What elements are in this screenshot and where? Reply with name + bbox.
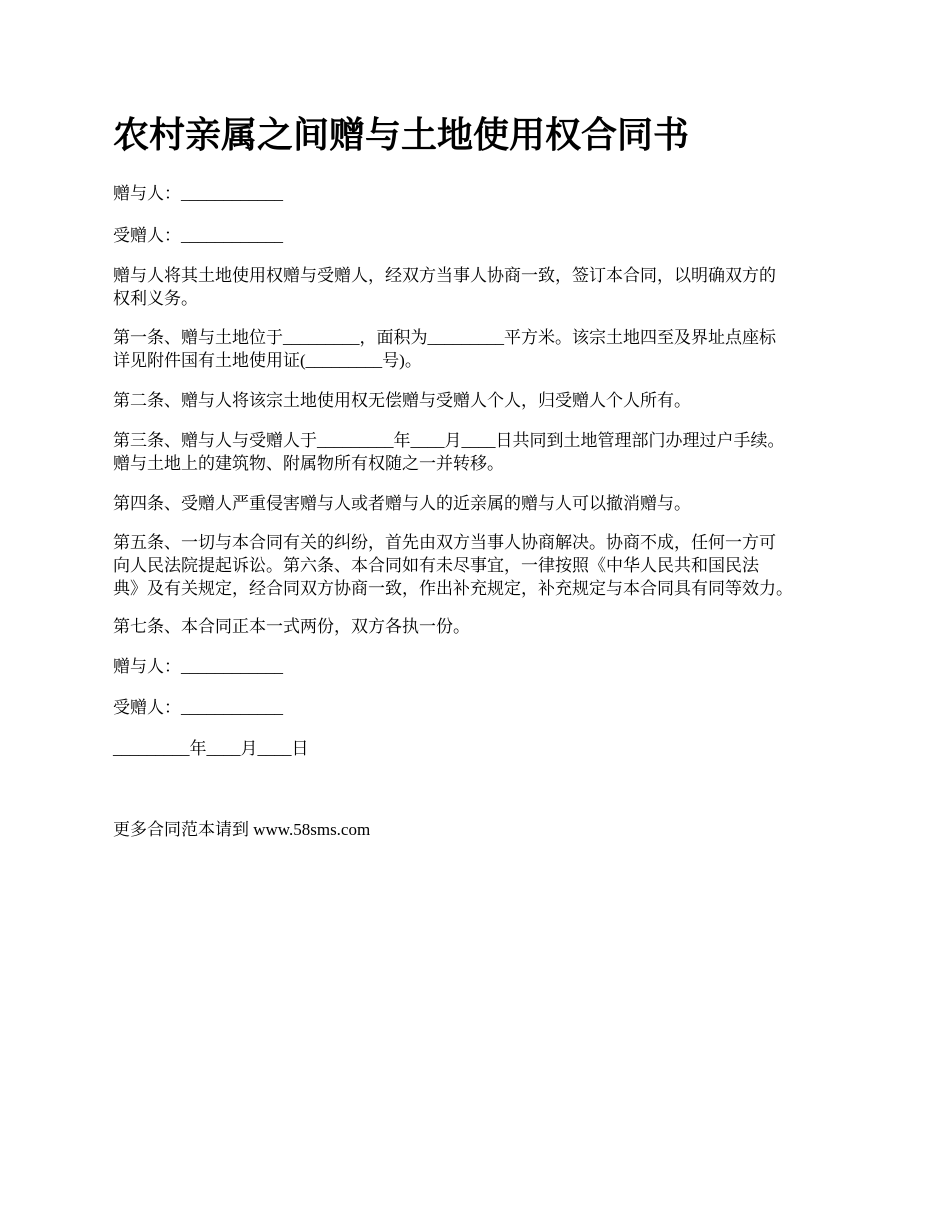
- date-line: _________年____月____日: [113, 739, 309, 758]
- article-5-6-paragraph: 第五条、一切与本合同有关的纠纷，首先由双方当事人协商解决。协商不成，任何一方可 向人民法院提起诉讼。第六条、本合同如有未尽事宜，一律按照《中华人民共和国民法 典》及有关规定，经合同双方协商一致，作出补充规定，补充规定与本合同具有同等效力。: [113, 533, 793, 598]
- footer-source-line: 更多合同范本请到 www.58sms.com: [113, 820, 371, 839]
- donee-line: 受赠人：____________: [113, 226, 283, 245]
- donee-signature-line: 受赠人：____________: [113, 698, 283, 717]
- article-3-paragraph: 第三条、赠与人与受赠人于_________年____月____日共同到土地管理部门办理过户手续。 赠与土地上的建筑物、附属物所有权随之一并转移。: [113, 431, 785, 473]
- donor-signature-line: 赠与人：____________: [113, 657, 283, 676]
- article-7-paragraph: 第七条、本合同正本一式两份，双方各执一份。: [113, 617, 470, 636]
- article-1-paragraph: 第一条、赠与土地位于_________，面积为_________平方米。该宗土地四至及界址点座标 详见附件国有土地使用证(_________号)。: [113, 328, 776, 370]
- document-title: 农村亲属之间赠与土地使用权合同书: [113, 115, 690, 156]
- article-4-paragraph: 第四条、受赠人严重侵害赠与人或者赠与人的近亲属的赠与人可以撤消赠与。: [113, 494, 691, 513]
- preamble-paragraph: 赠与人将其土地使用权赠与受赠人，经双方当事人协商一致，签订本合同，以明确双方的 权利义务。: [113, 266, 776, 308]
- article-2-paragraph: 第二条、赠与人将该宗土地使用权无偿赠与受赠人个人，归受赠人个人所有。: [113, 391, 691, 410]
- donor-line: 赠与人：____________: [113, 184, 283, 203]
